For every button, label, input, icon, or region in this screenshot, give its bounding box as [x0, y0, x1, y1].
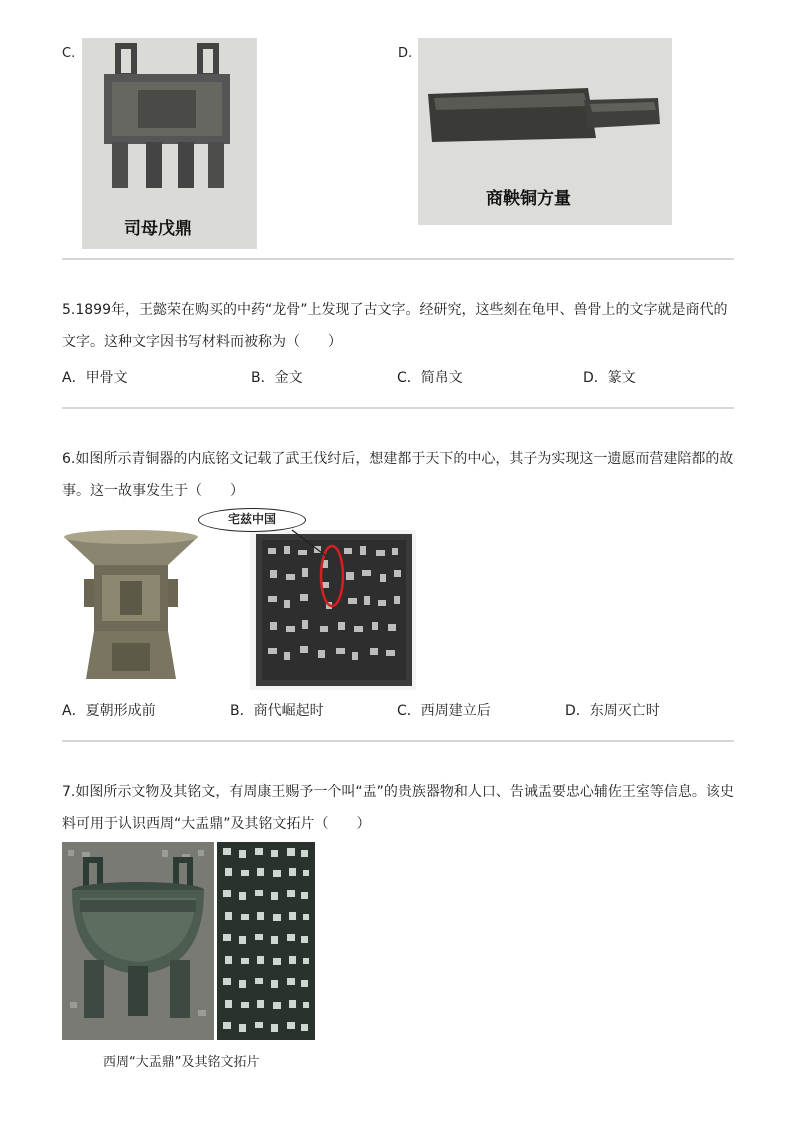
q7-stem: 7.如图所示文物及其铭文，有周康王赐予一个叫“盂”的贵族器物和人口、告诫盂要忠心辅佐王室等信息。该史料可用于认识西周“大盂鼎”及其铭文拓片（ ） — [62, 784, 734, 832]
q5-option-c[interactable]: C．简帛文 — [397, 370, 463, 386]
divider — [62, 258, 734, 260]
hezun-inscription-rubbing — [250, 530, 416, 690]
q6-stem: 6.如图所示青铜器的内底铭文记载了武王伐纣后，想建都于天下的中心，其子为实现这一遗愿而营建陪都的故事。这一故事发生于（ ） — [62, 451, 734, 499]
simuwu-ding-photo — [82, 38, 257, 249]
dayu-inscription-rubbing — [217, 842, 315, 1040]
divider — [62, 740, 734, 742]
q7-figure-caption: 西周“大盂鼎”及其铭文拓片 — [103, 1055, 260, 1070]
q5-stem: 5.1899年，王懿荣在购买的中药“龙骨”上发现了古文字。经研究，这些刻在龟甲、兽骨上的文字就是商代的文字。这种文字因书写材料而被称为（ ） — [62, 302, 728, 350]
shangyang-measure-caption: 商鞅铜方量 — [486, 189, 571, 209]
option-c-letter: C. — [62, 46, 76, 61]
divider — [62, 407, 734, 409]
q5-option-a[interactable]: A．甲骨文 — [62, 370, 128, 386]
q6-option-a[interactable]: A．夏朝形成前 — [62, 703, 156, 719]
shangyang-measure-photo — [418, 38, 672, 225]
hezun-vessel-photo — [62, 519, 200, 685]
q5-option-b[interactable]: B．金文 — [251, 370, 303, 386]
callout-pointer — [290, 528, 330, 558]
q6-option-b[interactable]: B．商代崛起时 — [230, 703, 324, 719]
simuwu-ding-caption: 司母戊鼎 — [124, 219, 192, 239]
q5-option-d[interactable]: D．篆文 — [583, 370, 636, 386]
q6-option-c[interactable]: C．西周建立后 — [397, 703, 491, 719]
dayu-ding-photo — [62, 842, 214, 1040]
option-d-letter: D. — [398, 46, 413, 61]
inscription-callout-bubble: 宅兹中国 — [198, 508, 306, 532]
q6-option-d[interactable]: D．东周灭亡时 — [565, 703, 660, 719]
